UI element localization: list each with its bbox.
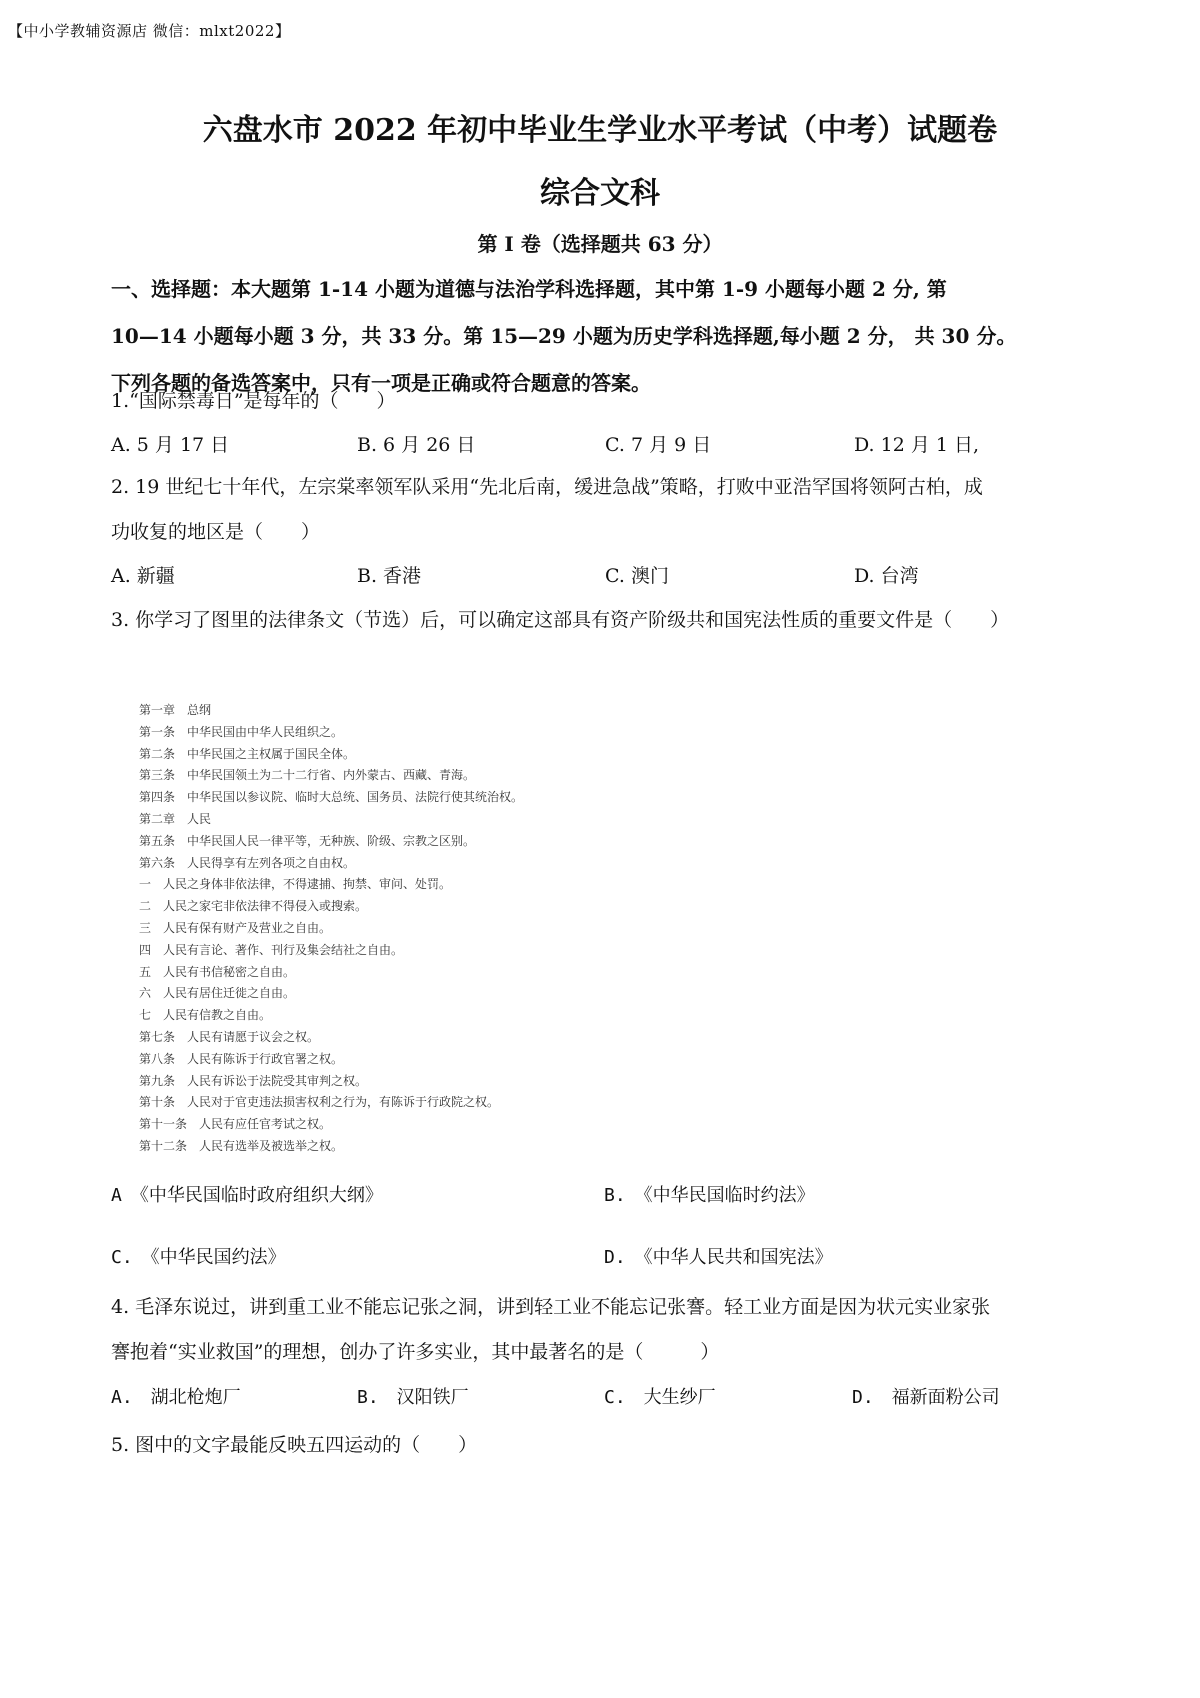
question-4-option-d: D. 福新面粉公司 bbox=[852, 1387, 1000, 1408]
law-line: 第八条 人民有陈诉于行政官署之权。 bbox=[139, 1051, 344, 1066]
question-2-option-b: B. 香港 bbox=[357, 565, 422, 587]
question-3-option-b: B. 《中华民国临时约法》 bbox=[604, 1185, 815, 1206]
question-4-option-c: C. 大生纱厂 bbox=[604, 1387, 716, 1408]
question-4-stem: 4. 毛泽东说过，讲到重工业不能忘记张之洞，讲到轻工业不能忘记张謇。轻工业方面是因为状元实业家张 bbox=[111, 1296, 991, 1318]
law-line: 六 人民有居住迁徙之自由。 bbox=[139, 986, 296, 1001]
law-line: 第十二条 人民有选举及被选举之权。 bbox=[139, 1138, 344, 1153]
law-line: 三 人民有保有财产及营业之自由。 bbox=[139, 920, 332, 935]
law-line: 五 人民有书信秘密之自由。 bbox=[139, 964, 296, 979]
instruction-line: 一、选择题：本大题第 1-14 小题为道德与法治学科选择题，其中第 1-9 小题每小题 2 分, 第 bbox=[111, 277, 947, 301]
question-3-option-c: C. 《中华民国约法》 bbox=[111, 1247, 286, 1268]
question-1-option-d: D. 12 月 1 日, bbox=[854, 434, 980, 456]
law-line: 第一章 总纲 bbox=[139, 703, 212, 717]
law-line: 一 人民之身体非依法律，不得逮捕、拘禁、审问、处罚。 bbox=[139, 877, 452, 892]
question-1-option-a: A. 5 月 17 日 bbox=[111, 434, 230, 456]
law-line: 第二章 人民 bbox=[139, 811, 212, 826]
law-line: 第十条 人民对于官吏违法损害权利之行为，有陈诉于行政院之权。 bbox=[139, 1095, 500, 1110]
instruction-line: 下列各题的备选答案中，只有一项是正确或符合题意的答案。 bbox=[111, 371, 651, 395]
question-4-option-b: B. 汉阳铁厂 bbox=[357, 1387, 469, 1408]
question-2-option-a: A. 新疆 bbox=[111, 565, 175, 587]
question-5-stem: 5. 图中的文字最能反映五四运动的（ ） bbox=[111, 1434, 478, 1456]
exam-title: 六盘水市 2022 年初中毕业生学业水平考试（中考）试题卷 bbox=[202, 113, 998, 148]
law-line: 第二条 中华民国之主权属于国民全体。 bbox=[139, 746, 356, 761]
question-2-option-d: D. 台湾 bbox=[854, 565, 919, 587]
law-line: 七 人民有信教之自由。 bbox=[139, 1008, 272, 1023]
question-1-option-b: B. 6 月 26 日 bbox=[357, 434, 476, 456]
question-2-stem: 2. 19 世纪七十年代，左宗棠率领军队采用“先北后南，缓进急战”策略，打败中亚浩罕国将领阿古柏，成 bbox=[111, 476, 983, 498]
section-heading: 第 I 卷（选择题共 63 分） bbox=[477, 232, 723, 256]
instruction-line: 10—14 小题每小题 3 分，共 33 分。第 15—29 小题为历史学科选择题,每小题 2 分， 共 30 分。 bbox=[111, 324, 1017, 348]
law-line: 二 人民之家宅非依法律不得侵入或搜索。 bbox=[139, 899, 368, 914]
question-1-option-c: C. 7 月 9 日 bbox=[605, 434, 712, 456]
question-4-stem: 謇抱着“实业救国”的理想，创办了许多实业，其中最著名的是（ ） bbox=[111, 1341, 720, 1363]
question-4-option-a: A. 湖北枪炮厂 bbox=[111, 1387, 241, 1408]
question-3-option-d: D. 《中华人民共和国宪法》 bbox=[604, 1247, 833, 1268]
law-line: 第一条 中华民国由中华人民组织之。 bbox=[139, 724, 344, 739]
law-line: 第九条 人民有诉讼于法院受其审判之权。 bbox=[139, 1073, 368, 1088]
law-line: 第五条 中华民国人民一律平等，无种族、阶级、宗教之区别。 bbox=[139, 833, 476, 848]
law-excerpt-image bbox=[139, 700, 523, 1158]
question-3-stem: 3. 你学习了图里的法律条文（节选）后，可以确定这部具有资产阶级共和国宪法性质的重要文件是（ ） bbox=[111, 609, 1010, 631]
exam-subtitle: 综合文科 bbox=[540, 176, 660, 211]
question-2-stem: 功收复的地区是（ ） bbox=[111, 521, 321, 543]
watermark: 【中小学教辅资源店 微信：mlxt2022】 bbox=[8, 22, 291, 40]
law-line: 第三条 中华民国领土为二十二行省、内外蒙古、西藏、青海。 bbox=[139, 768, 476, 783]
law-line: 第四条 中华民国以参议院、临时大总统、国务员、法院行使其统治权。 bbox=[139, 790, 524, 805]
law-line: 四 人民有言论、著作、刊行及集会结社之自由。 bbox=[139, 942, 404, 957]
question-1-stem: 1.“国际禁毒日”是每年的（ ） bbox=[111, 390, 396, 412]
law-line: 第七条 人民有请愿于议会之权。 bbox=[139, 1029, 320, 1044]
question-3-option-a: A 《中华民国临时政府组织大纲》 bbox=[111, 1185, 383, 1206]
question-2-option-c: C. 澳门 bbox=[605, 565, 669, 587]
law-line: 第十一条 人民有应任官考试之权。 bbox=[139, 1117, 332, 1132]
law-line: 第六条 人民得享有左列各项之自由权。 bbox=[139, 855, 356, 870]
